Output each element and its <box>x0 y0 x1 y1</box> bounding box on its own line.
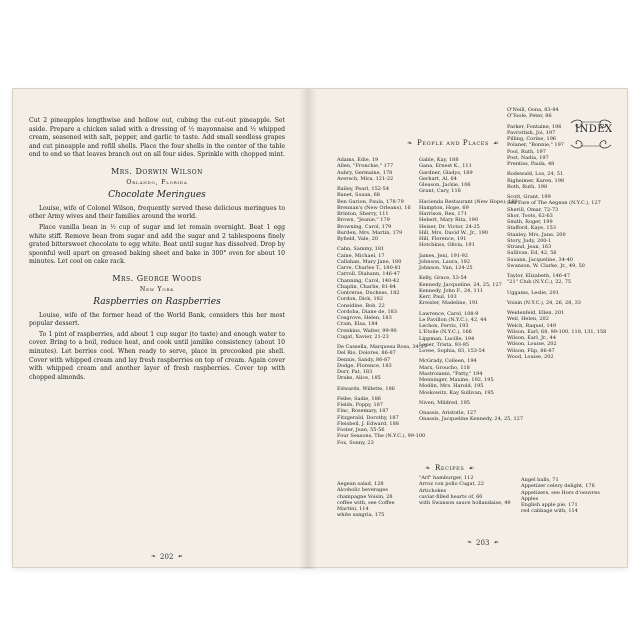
index-entry: Contreras, Duchess, 182 <box>337 290 400 296</box>
index-entry: "Arf" hamburger, 112 <box>419 475 474 481</box>
index-entry: Kerr, Paul, 103 <box>419 294 457 300</box>
index-entry: "21" Club (N.Y.C.), 22, 75 <box>507 279 572 286</box>
index-entry: Rodewald, Los, 24, 51 <box>507 171 564 178</box>
index-entry: Finc, Rosemary, 187 <box>337 408 389 415</box>
recipes-column-3 <box>521 477 611 515</box>
index-entry: Aversch, Mira, 121-22 <box>337 175 394 182</box>
index-entry: Dorr, Pat, 183 <box>337 369 373 375</box>
ornament-icon: ☙ <box>493 139 500 147</box>
index-entry: English apple pie, 171 <box>521 502 578 508</box>
index-entry: Story, Judy, 200-1 <box>507 237 552 244</box>
book-spread <box>12 88 628 568</box>
index-entry: Hill, Florence, 191 <box>419 236 467 242</box>
index-entry: with Swanson sauce hollandaise, 49 <box>419 500 511 506</box>
index-entry: Aegean salad, 128 <box>337 481 384 487</box>
index-entry: Bailey, Pearl, 152-54 <box>337 186 389 192</box>
index-entry: Four Seasons, The (N.Y.C.), 99-100 <box>337 433 426 440</box>
index-entry: Voisin (N.Y.C.), 24, 26, 28, 33 <box>507 299 581 306</box>
index-entry: Hacienda Restaurant (New Hope), 189 <box>419 198 518 205</box>
index-entry: Onassis, Aristotle, 127 <box>419 410 477 416</box>
index-entry: Cordoba, Diane de, 183 <box>337 308 398 315</box>
recipes-heading <box>425 465 475 471</box>
recipe1-place: Orlando, Florida <box>126 178 188 186</box>
index-entry: Pavrottish, Joi, 197 <box>507 129 556 136</box>
index-entry: Fox, Sonny, 23 <box>337 439 374 446</box>
index-entry: Pool, Ruth, 197 <box>507 148 546 155</box>
recipe1-paragraph: Louise, wife of Colonel Wilson, frequently served these delicious meringues to other Army wives and their families around the world. <box>29 204 285 221</box>
index-entry: Swanson, W. Clarke, Jr., 49, 50 <box>507 262 585 269</box>
index-entry: Byfield, Vale, 20 <box>337 236 379 242</box>
ornament-icon: ❧ <box>467 539 473 546</box>
index-entry: Hill, Mrs. David W., Jr., 190 <box>419 229 488 236</box>
index-entry: Fields, Poppy, 187 <box>337 402 384 408</box>
index-entry: Caine, Michael, 17 <box>337 252 385 259</box>
index-entry: Polaner, "Bonnie," 197 <box>507 142 564 149</box>
page-number-text: 203 <box>476 539 490 547</box>
index-entry: Channing, Carol, 140-42 <box>337 277 400 284</box>
index-entry: Dennis, Sandy, 86-87 <box>337 356 391 363</box>
index-entry: white sangria, 175 <box>337 512 385 519</box>
left-page-number <box>151 553 183 562</box>
index-entry: De Cassella, Marquesa Rosa, 34-37 <box>337 344 427 350</box>
index-entry: Le Pavillon (N.Y.C.), 42, 44 <box>419 316 487 323</box>
index-entry: Weil, Helen, 202 <box>507 316 549 323</box>
index-entry: Foster, Jean, 55-56 <box>337 427 385 433</box>
index-entry: Carre, Charles T., 180-81 <box>337 265 401 271</box>
index-entry: Fitzgerald, Dorothy, 187 <box>337 414 399 421</box>
index-entry: Feibe, Sadie, 186 <box>337 395 381 402</box>
index-entry: O'Neill, Oona, 83-84 <box>507 107 559 113</box>
index-entry: Wilson, Earl, 68, 99-100, 118, 131, 158 <box>507 328 607 335</box>
index-entry: Brown, "Jeanie," 179 <box>337 217 390 224</box>
index-entry: Niven, Mildred, 195 <box>419 399 470 406</box>
index-entry: Stanley, Mrs. Jane, 200 <box>507 231 566 238</box>
index-entry: Parker, Fontaine, 196 <box>507 123 562 130</box>
index-label: INDEX <box>575 124 613 135</box>
index-entry: Susann, Jacqueline, 34-40 <box>507 256 573 263</box>
recipe1-paragraph: Place vanilla bean in ½ cup of sugar and let remain overnight. Beat 1 egg white stiff. Remove bean from sugar and add the sugar and 2 tablespoons finely grated bittersweet chocolate to egg white. Beat until sugar has dissolved. Drop by spoonful well apart on greased baking sheet and bake in 300° oven for about 10 minutes. Let cool on cake rack. <box>29 223 285 266</box>
right-page-number <box>467 540 499 546</box>
index-entry: Cordon, Dick, 182 <box>337 296 383 303</box>
index-entry: Brennan's (New Orleans), 16 <box>337 204 411 211</box>
index-entry: Gana, Ernest K., 111 <box>419 163 472 170</box>
index-entry: Apples <box>521 495 539 502</box>
index-entry: Strand, Jean, 163 <box>507 244 552 250</box>
index-entry: Johnson, Laura, 192 <box>419 258 471 265</box>
index-entry: Arroz con pollo Cugat, 22 <box>419 481 485 488</box>
index-entry: Roth, Ruth, 198 <box>507 183 548 190</box>
intro-paragraph: Cut 2 pineapples lengthwise and hollow out, cubing the cut-out pineapple. Set aside. Prepare a chicken salad with a dressing of ½ mayonnaise and ½ whipped cream, seasoned with salt, pepper, and garlic to taste. Add small seedless grapes and cut pineapple and refill shells. Place the four shells in the center of the table end to end so that leaves branch out on all four sides. Sprinkle with chopped mint. <box>29 117 285 159</box>
recipes-column-1 <box>337 481 407 519</box>
index-entry: champagne Voisin, 28 <box>337 493 393 500</box>
index-entry: Brinton, Sherry, 111 <box>337 211 389 217</box>
index-entry: Crain, Elsa, 184 <box>337 321 378 328</box>
ornament-icon: ☙ <box>177 553 183 560</box>
index-entry: Lippman, Lucille, 194 <box>419 335 475 342</box>
index-entry: Righeimer, Karen, 198 <box>507 177 565 184</box>
index-entry: Wilson, Louise, 202 <box>507 341 557 348</box>
index-entry: Shor, Toots, 62-63 <box>507 212 553 219</box>
index-entry: Appetizers, see Hors d'oeuvres <box>521 489 600 496</box>
index-entry: Gleason, Jackie, 106 <box>419 182 471 188</box>
index-entry: Hebert, Mary Rita, 190 <box>419 217 479 224</box>
recipes-heading-text: Recipes <box>435 464 465 472</box>
index-entry: Kelly, Grace, 53-54 <box>419 275 467 282</box>
recipes-column-2 <box>419 475 511 506</box>
index-entry: Hotchkiss, Olivia, 191 <box>419 242 475 249</box>
index-entry: Adams, Edie, 19 <box>337 157 379 163</box>
index-entry: Artichokes <box>419 487 447 494</box>
index-entry: Cugat, Xavier, 21-23 <box>337 333 389 340</box>
index-entry: Angel balls, 71 <box>521 477 559 483</box>
index-entry: Uggams, Leslie, 201 <box>507 289 559 296</box>
index-entry: Cahn, Sammy, 181 <box>337 246 385 253</box>
recipe2-paragraph: Louise, wife of the former head of the World Bank, considers this her most popular dessert. <box>29 311 285 328</box>
index-entry: Burden, Mrs. Martin, 179 <box>337 229 403 236</box>
right-page <box>335 107 617 557</box>
index-entry: Callahan, Mary Jane, 180 <box>337 258 402 265</box>
people-column-1 <box>337 157 427 446</box>
index-entry: Onassis, Jacqueline Kennedy, 24, 25, 127 <box>419 416 524 423</box>
index-entry: Weidenfeld, Ellen, 201 <box>507 310 565 316</box>
index-entry: Gerhart, Al, 64 <box>419 175 457 182</box>
recipe2-heading <box>29 275 285 307</box>
index-entry: Taylor, Elizabeth, 146-47 <box>507 273 571 279</box>
recipe1-name: Mrs. Dorwin Wilson <box>111 166 203 176</box>
index-entry: Menninger, Maxine, 192, 195 <box>419 377 494 383</box>
index-entry: Sherill, Omar, 72-73 <box>507 206 559 213</box>
index-entry: Stafford, Kaye, 153 <box>507 225 556 232</box>
index-entry: Crenkins, Walter, 99-90 <box>337 327 397 334</box>
index-entry: Sullivan, Ed, 42, 56 <box>507 250 557 257</box>
people-column-2 <box>419 157 524 423</box>
index-entry: Del Rio, Dolores, 86-87 <box>337 350 396 357</box>
index-entry: Mastroianni, "Patty," 194 <box>419 370 483 377</box>
index-entry: red cabbage with, 114 <box>521 508 578 515</box>
index-entry: Considine, Bob, 22 <box>337 302 385 309</box>
recipe2-place: New York <box>139 285 175 293</box>
index-entry: Sea Fare of The Aegean (N.Y.C.), 127 <box>507 200 601 207</box>
index-entry: Ben Gurion, Paula, 178-79 <box>337 198 404 205</box>
index-entry: Fleisbell, J. Edward, 188 <box>337 420 399 427</box>
page-number-text: 202 <box>160 553 174 561</box>
index-entry: Loper, Trista, 93-95 <box>419 341 469 348</box>
index-entry: Post, Nadia, 197 <box>507 154 549 161</box>
recipe1-heading <box>29 168 285 200</box>
ornament-icon: ❧ <box>425 464 432 472</box>
index-entry: coffee with, see Coffee <box>337 499 395 506</box>
index-entry: O'Toole, Peter, 86 <box>507 113 552 120</box>
index-entry: Welch, Raquel, 149 <box>507 322 557 329</box>
recipe2-paragraph: To 1 pint of raspberries, add about 1 cup sugar (to taste) and enough water to cover. Bring to a boil, reduce heat, and cook until jamlike consistency (about 10 minutes). Let berries cool. When ready to serve, place in precooked pie shell. Cover with whipped cream and lay fresh raspberries on top of cream. Again cover with whipped cream and another layer of fresh raspberries. Cover top with chopped almonds. <box>29 330 285 381</box>
index-entry: Browning, Carol, 179 <box>337 223 392 230</box>
book-gutter <box>299 89 317 569</box>
index-entry: Martini, 114 <box>337 506 369 512</box>
left-page <box>29 117 285 561</box>
index-entry: Marx, Groucho, 118 <box>419 364 470 371</box>
index-entry: Pilling, Corine, 196 <box>507 136 557 142</box>
index-entry: Harrison, Rex, 171 <box>419 211 467 217</box>
index-entry: Modlin, Mrs. Harold, 195 <box>419 383 484 390</box>
ornament-icon: ☙ <box>493 539 499 546</box>
people-heading-text: People and Places <box>417 139 490 147</box>
index-entry: Lawrence, Carol, 108-9 <box>419 310 479 317</box>
recipe2-title: Raspberries on Raspberries <box>93 297 221 308</box>
index-entry: L'Etoile (N.Y.C.), 166 <box>419 329 472 336</box>
index-entry: Appetizer celery delight, 176 <box>521 483 595 490</box>
index-entry: Allen, "Fronchie," 177 <box>337 163 394 170</box>
index-entry: Aubry, Germaine, 178 <box>337 169 393 176</box>
index-entry: Drake, Alice, 185 <box>337 375 381 382</box>
index-entry: Wilson, Earl, Jr., 44 <box>507 335 556 341</box>
index-entry: Gardner, Gladys, 189 <box>419 169 473 176</box>
people-places-heading <box>407 140 499 146</box>
index-entry: Banet, Susan, 68 <box>337 192 380 199</box>
index-entry: Lechon, Ferris, 193 <box>419 323 469 329</box>
index-entry: Hampton, Hope, 69 <box>419 204 469 211</box>
index-entry: Carroll, Diahann, 146-47 <box>337 271 400 278</box>
index-entry: Wood, Louise, 202 <box>507 353 554 360</box>
ornament-icon: ☙ <box>468 464 475 472</box>
index-entry: James, Jeni, 191-92 <box>419 252 468 259</box>
index-entry: Edwards, Willette, 186 <box>337 385 395 392</box>
index-entry: Wilson, Flip, 86-87 <box>507 347 555 354</box>
index-entry: Grant, Cary, 118 <box>419 188 461 195</box>
index-entry: Kreisler, Madeline, 191 <box>419 300 479 307</box>
index-entry: Dodge, Florence, 183 <box>337 362 392 369</box>
index-entry: Kennedy, John F., 24, 111 <box>419 287 484 294</box>
index-badge <box>567 117 615 151</box>
index-entry: Gable, Kay, 188 <box>419 157 459 163</box>
recipe2-name: Mrs. George Woods <box>112 273 202 283</box>
index-entry: Moskowitz, Kay Sullivan, 195 <box>419 389 494 396</box>
recipe1-title: Chocolate Meringues <box>108 190 206 201</box>
index-entry: caviar-filled hearts of, 60 <box>419 493 483 500</box>
index-entry: McGrady, Colleen, 194 <box>419 358 477 365</box>
index-entry: Chaplin, Charlie, 81-84 <box>337 283 396 290</box>
index-entry: Johnson, Van, 124-25 <box>419 265 473 271</box>
index-entry: Lovee, Sophia, 83, 153-54 <box>419 348 486 354</box>
ornament-icon: ❧ <box>151 553 157 560</box>
index-entry: Alcoholic beverages <box>337 487 388 494</box>
index-entry: Scott, Grant, 199 <box>507 194 551 200</box>
ornament-icon: ❧ <box>407 139 414 147</box>
index-entry: Heiser, Dr. Victor, 24-25 <box>419 223 480 230</box>
index-entry: Cosgrove, Helen, 183 <box>337 315 392 321</box>
index-entry: Smith, Roger, 199 <box>507 219 553 225</box>
index-entry: Prentiss, Paula, 48 <box>507 161 555 167</box>
index-entry: Kennedy, Jacqueline, 24, 25, 127 <box>419 281 502 288</box>
